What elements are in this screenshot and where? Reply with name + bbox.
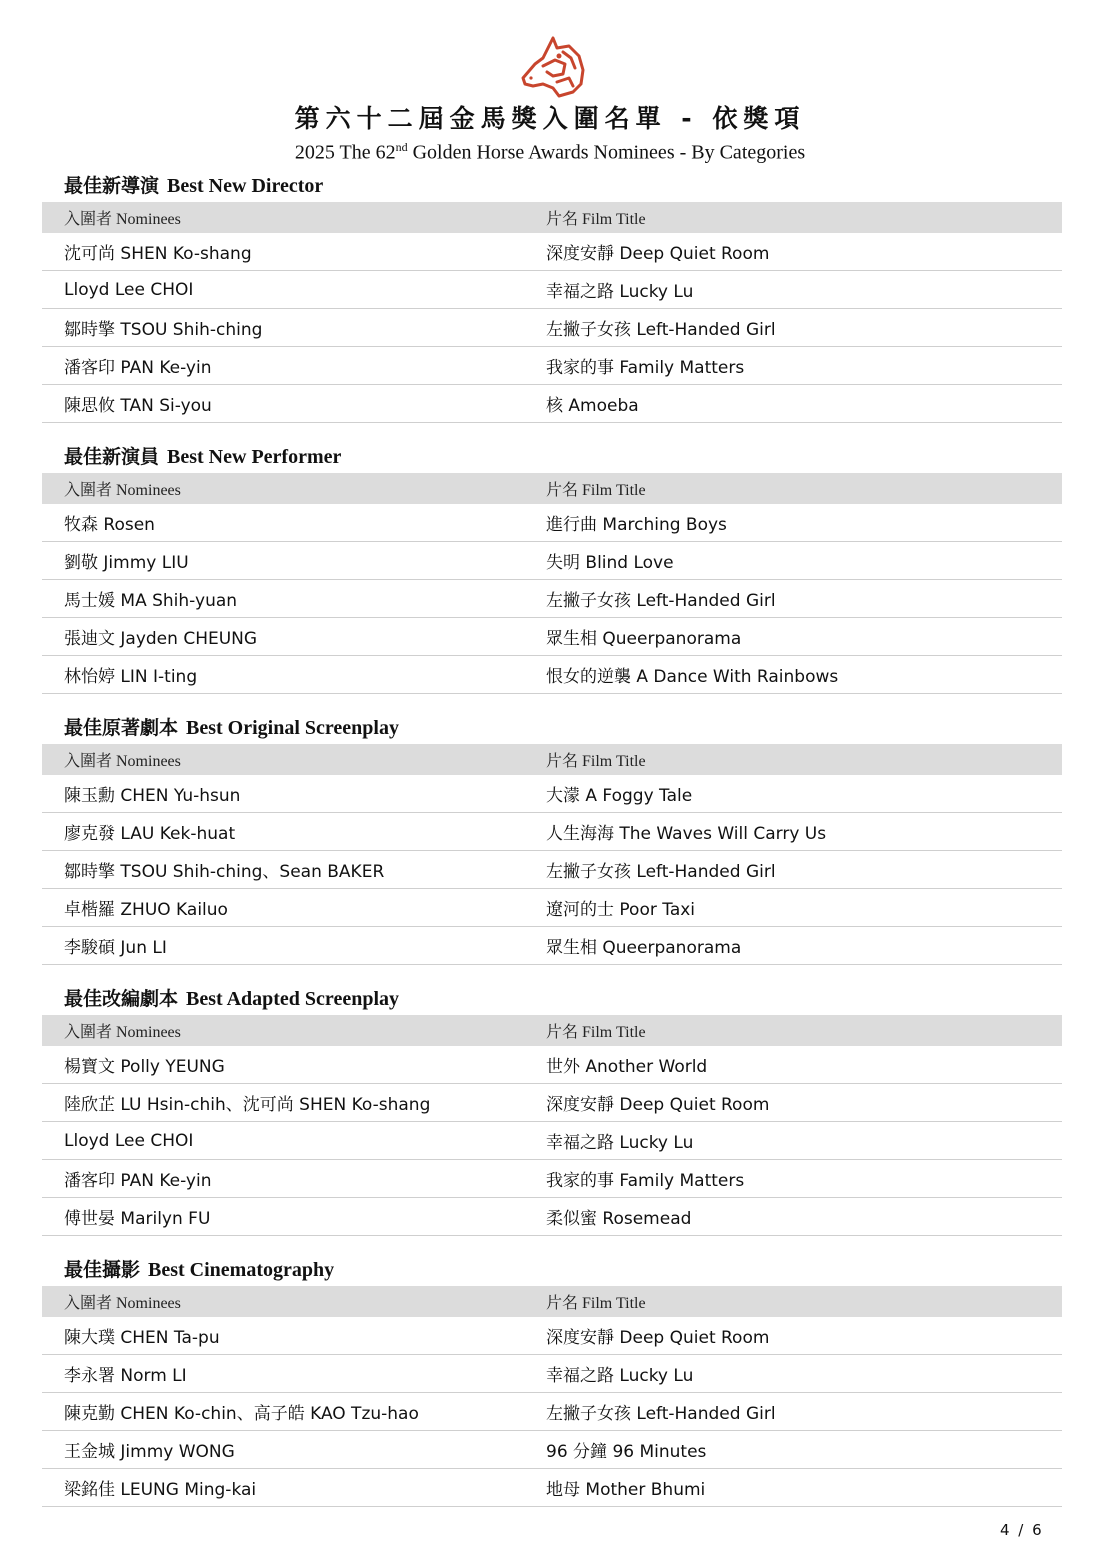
- table-row: [42, 385, 1062, 423]
- table-header: [42, 473, 1062, 504]
- film-title-cell: 96 分鐘 96 Minutes: [546, 1442, 707, 1462]
- column-header-film-title: 片名 Film Title: [546, 1024, 646, 1041]
- table-header: [42, 1286, 1062, 1317]
- section-spacer: [42, 965, 1062, 983]
- subtitle-prefix: 2025 The 62: [294, 141, 396, 164]
- film-title-cell: 幸福之路 Lucky Lu: [546, 1133, 694, 1153]
- film-title-cell: 幸福之路 Lucky Lu: [546, 1366, 694, 1386]
- film-title-cell: 深度安靜 Deep Quiet Room: [546, 244, 770, 264]
- table-row: [42, 504, 1062, 542]
- section-title: [42, 170, 1062, 202]
- film-title-cell: 人生海海 The Waves Will Carry Us: [546, 824, 827, 844]
- award-section: [42, 441, 1062, 712]
- column-header-film-title: 片名 Film Title: [546, 1295, 646, 1312]
- nominee-cell: 陳大璞 CHEN Ta-pu: [64, 1328, 220, 1348]
- page-number: 4 / 6: [1000, 1521, 1044, 1539]
- film-title-cell: 地母 Mother Bhumi: [546, 1480, 706, 1500]
- table-row: [42, 1431, 1062, 1469]
- table-row: [42, 1469, 1062, 1507]
- section-spacer: [42, 694, 1062, 712]
- table-row: [42, 542, 1062, 580]
- nominee-cell: 卓楷羅 ZHUO Kailuo: [64, 900, 228, 920]
- table-row: [42, 309, 1062, 347]
- nominee-cell: 劉敬 Jimmy LIU: [64, 553, 189, 573]
- film-title-cell: 世外 Another World: [546, 1057, 708, 1077]
- nominee-cell: 潘客印 PAN Ke-yin: [64, 1171, 212, 1191]
- nominee-cell: 傅世晏 Marilyn FU: [64, 1209, 211, 1229]
- nominee-tables: [42, 170, 1062, 1507]
- film-title-cell: 進行曲 Marching Boys: [546, 515, 727, 535]
- table-row: [42, 347, 1062, 385]
- table-row: [42, 1393, 1062, 1431]
- nominee-cell: 陳玉勳 CHEN Yu-hsun: [64, 786, 241, 806]
- table-row: [42, 580, 1062, 618]
- section-title-zh: 最佳改編劇本: [64, 988, 179, 1010]
- film-title-cell: 深度安靜 Deep Quiet Room: [546, 1095, 770, 1115]
- nominee-cell: 陳思攸 TAN Si-you: [64, 396, 212, 416]
- award-section: [42, 983, 1062, 1254]
- film-title-cell: 大濛 A Foggy Tale: [546, 786, 693, 806]
- film-title-cell: 左撇子女孩 Left-Handed Girl: [546, 320, 776, 340]
- film-title-cell: 左撇子女孩 Left-Handed Girl: [546, 591, 776, 611]
- subtitle-suffix: Golden Horse Awards Nominees - By Categories: [407, 141, 806, 164]
- section-title-en: Best Cinematography: [148, 1259, 335, 1281]
- nominee-cell: 鄒時擎 TSOU Shih-ching: [64, 320, 263, 340]
- film-title-cell: 我家的事 Family Matters: [546, 1171, 745, 1191]
- nominee-cell: 沈可尚 SHEN Ko-shang: [64, 244, 252, 264]
- section-title-zh: 最佳攝影: [64, 1259, 141, 1281]
- nominee-cell: 林怡婷 LIN I-ting: [64, 667, 198, 687]
- column-header-nominees: 入圍者 Nominees: [64, 1024, 181, 1041]
- film-title-cell: 遼河的士 Poor Taxi: [546, 900, 696, 920]
- film-title-cell: 恨女的逆襲 A Dance With Rainbows: [546, 667, 839, 687]
- film-title-cell: 眾生相 Queerpanorama: [546, 938, 742, 958]
- nominee-cell: 鄒時擎 TSOU Shih-ching、Sean BAKER: [64, 862, 385, 882]
- nominee-cell: 陳克勤 CHEN Ko-chin、高子皓 KAO Tzu-hao: [64, 1404, 419, 1424]
- film-title-cell: 幸福之路 Lucky Lu: [546, 282, 694, 302]
- nominee-cell: 陸欣芷 LU Hsin-chih、沈可尚 SHEN Ko-shang: [64, 1095, 431, 1115]
- award-section: [42, 170, 1062, 441]
- table-row: [42, 1122, 1062, 1160]
- subtitle-ordinal-suffix: nd: [395, 140, 408, 154]
- column-header-nominees: 入圍者 Nominees: [64, 211, 181, 228]
- table-row: [42, 889, 1062, 927]
- table-row: [42, 775, 1062, 813]
- section-title-en: Best New Performer: [167, 446, 342, 468]
- nominee-cell: 馬士媛 MA Shih-yuan: [64, 591, 238, 611]
- film-title-cell: 左撇子女孩 Left-Handed Girl: [546, 862, 776, 882]
- table-row: [42, 927, 1062, 965]
- section-spacer: [42, 1236, 1062, 1254]
- section-spacer: [42, 423, 1062, 441]
- table-row: [42, 656, 1062, 694]
- page-subtitle: [0, 140, 1100, 165]
- table-row: [42, 1317, 1062, 1355]
- film-title-cell: 核 Amoeba: [546, 396, 639, 416]
- nominee-cell: 楊寶文 Polly YEUNG: [64, 1057, 225, 1077]
- table-row: [42, 1355, 1062, 1393]
- section-title-en: Best Original Screenplay: [186, 717, 399, 739]
- nominee-cell: 牧森 Rosen: [64, 515, 155, 535]
- table-row: [42, 851, 1062, 889]
- nominee-cell: 廖克發 LAU Kek-huat: [64, 824, 236, 844]
- nominee-cell: 王金城 Jimmy WONG: [64, 1442, 235, 1462]
- section-title-zh: 最佳原著劇本: [64, 717, 179, 739]
- film-title-cell: 深度安靜 Deep Quiet Room: [546, 1328, 770, 1348]
- section-title-en: Best Adapted Screenplay: [186, 988, 399, 1010]
- table-row: [42, 233, 1062, 271]
- film-title-cell: 失明 Blind Love: [546, 553, 674, 573]
- column-header-film-title: 片名 Film Title: [546, 482, 646, 499]
- table-row: [42, 813, 1062, 851]
- nominee-cell: 張迪文 Jayden CHEUNG: [64, 629, 258, 649]
- column-header-film-title: 片名 Film Title: [546, 211, 646, 228]
- table-row: [42, 1046, 1062, 1084]
- table-row: [42, 1084, 1062, 1122]
- table-row: [42, 271, 1062, 309]
- award-section: [42, 1254, 1062, 1507]
- column-header-film-title: 片名 Film Title: [546, 753, 646, 770]
- column-header-nominees: 入圍者 Nominees: [64, 482, 181, 499]
- table-header: [42, 744, 1062, 775]
- award-section: [42, 712, 1062, 983]
- film-title-cell: 柔似蜜 Rosemead: [546, 1209, 692, 1229]
- film-title-cell: 眾生相 Queerpanorama: [546, 629, 742, 649]
- nominee-cell: 潘客印 PAN Ke-yin: [64, 358, 212, 378]
- section-title: [42, 1254, 1062, 1286]
- table-header: [42, 1015, 1062, 1046]
- section-title-zh: 最佳新導演: [64, 175, 160, 197]
- column-header-nominees: 入圍者 Nominees: [64, 1295, 181, 1312]
- nominee-cell: 李永署 Norm LI: [64, 1366, 187, 1386]
- table-row: [42, 1160, 1062, 1198]
- table-row: [42, 1198, 1062, 1236]
- nominee-cell: Lloyd Lee CHOI: [64, 279, 194, 300]
- section-title: [42, 441, 1062, 473]
- column-header-nominees: 入圍者 Nominees: [64, 753, 181, 770]
- section-title: [42, 712, 1062, 744]
- page-title: 第六十二屆金馬獎入圍名單 - 依獎項: [294, 104, 806, 133]
- nominee-cell: 李駿碩 Jun LI: [64, 938, 167, 958]
- table-header: [42, 202, 1062, 233]
- section-title-zh: 最佳新演員: [64, 446, 160, 468]
- section-title-en: Best New Director: [167, 175, 324, 197]
- table-row: [42, 618, 1062, 656]
- golden-horse-logo-icon: [513, 34, 589, 98]
- section-title: [42, 983, 1062, 1015]
- nominee-cell: 梁銘佳 LEUNG Ming-kai: [64, 1480, 257, 1500]
- film-title-cell: 我家的事 Family Matters: [546, 358, 745, 378]
- nominee-cell: Lloyd Lee CHOI: [64, 1130, 194, 1151]
- film-title-cell: 左撇子女孩 Left-Handed Girl: [546, 1404, 776, 1424]
